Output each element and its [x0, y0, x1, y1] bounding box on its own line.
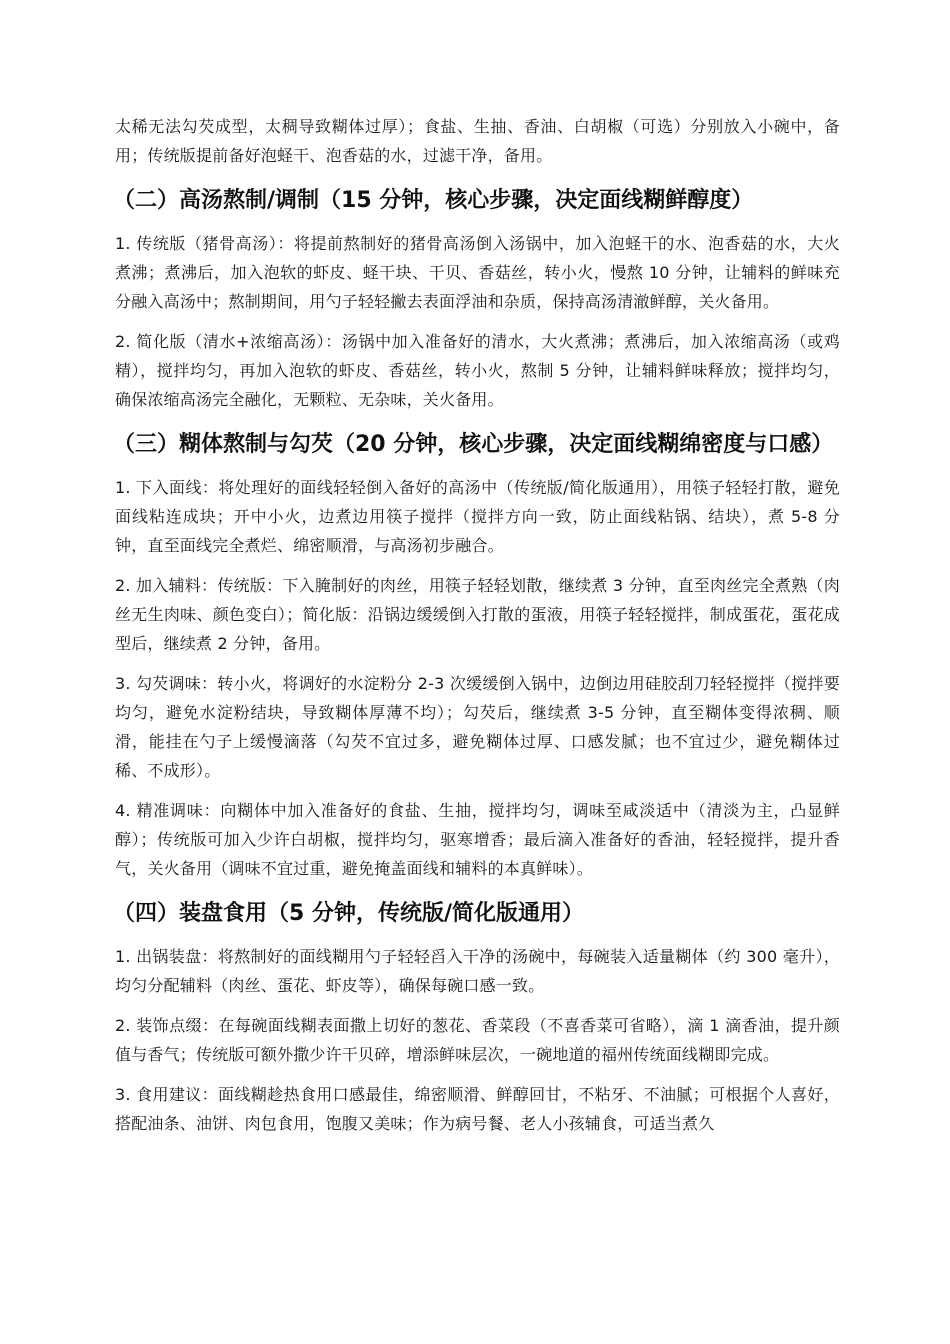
step-paragraph: 4. 精准调味：向糊体中加入准备好的食盐、生抽，搅拌均匀，调味至咸淡适中（清淡为主，凸显鲜醇）；传统版可加入少许白胡椒，搅拌均匀，驱寒增香；最后滴入准备好的香油，轻轻搅拌，提升香气，关火备用（调味不宜过重，避免掩盖面线和辅料的本真鲜味）。	[115, 801, 840, 878]
section-heading-paste-thickening: （三）糊体熬制与勾芡（20 分钟，核心步骤，决定面线糊绵密度与口感）	[113, 432, 834, 457]
step-paragraph: 2. 装饰点缀：在每碗面线糊表面撒上切好的葱花、香菜段（不喜香菜可省略），滴 1 滴香油，提升颜值与香气；传统版可额外撒少许干贝碎，增添鲜味层次，一碗地道的福州传统面线糊即完成。	[115, 1016, 840, 1064]
step-paragraph: 3. 勾芡调味：转小火，将调好的水淀粉分 2-3 次缓缓倒入锅中，边倒边用硅胶刮刀轻轻搅拌（搅拌要均匀，避免水淀粉结块，导致糊体厚薄不均）；勾芡后，继续煮 3-5 分钟，直至糊体变得浓稠、顺滑，能挂在勺子上缓慢滴落（勾芡不宜过多，避免糊体过厚、口感发腻；也不宜过少，避免糊体过稀、不成形）。	[115, 674, 840, 780]
section-paste-thickening	[115, 426, 840, 883]
step-paragraph: 2. 加入辅料：传统版：下入腌制好的肉丝，用筷子轻轻划散，继续煮 3 分钟，直至肉丝完全煮熟（肉丝无生肉味、颜色变白）；简化版：沿锅边缓缓倒入打散的蛋液，用筷子轻轻搅拌，制成蛋花，蛋花成型后，继续煮 2 分钟，备用。	[115, 576, 840, 653]
section-serving	[115, 895, 840, 1138]
section-heading-broth: （二）高汤熬制/调制（15 分钟，核心步骤，决定面线糊鲜醇度）	[113, 188, 754, 213]
step-paragraph: 2. 简化版（清水+浓缩高汤）：汤锅中加入准备好的清水，大火煮沸；煮沸后，加入浓缩高汤（或鸡精），搅拌均匀，再加入泡软的虾皮、香菇丝，转小火，熬制 5 分钟，让辅料鲜味释放；搅拌均匀，确保浓缩高汤完全融化，无颗粒、无杂味，关火备用。	[115, 332, 840, 409]
section-broth	[115, 182, 840, 414]
step-paragraph: 3. 食用建议：面线糊趁热食用口感最佳，绵密顺滑、鲜醇回甘，不粘牙、不油腻；可根据个人喜好，搭配油条、油饼、肉包食用，饱腹又美味；作为病号餐、老人小孩辅食，可适当煮久	[115, 1085, 840, 1133]
step-paragraph: 1. 传统版（猪骨高汤）：将提前熬制好的猪骨高汤倒入汤锅中，加入泡蛏干的水、泡香菇的水，大火煮沸；煮沸后，加入泡软的虾皮、蛏干块、干贝、香菇丝，转小火，慢熬 10 分钟，让辅料的鲜味充分融入高汤中；熬制期间，用勺子轻轻撇去表面浮油和杂质，保持高汤清澈鲜醇，关火备用。	[115, 234, 840, 311]
intro-paragraph: 太稀无法勾芡成型，太稠导致糊体过厚）；食盐、生抽、香油、白胡椒（可选）分别放入小碗中，备用；传统版提前备好泡蛏干、泡香菇的水，过滤干净，备用。	[115, 117, 840, 165]
section-heading-serving: （四）装盘食用（5 分钟，传统版/简化版通用）	[113, 901, 585, 926]
document-page	[115, 112, 840, 1149]
step-paragraph: 1. 出锅装盘：将熬制好的面线糊用勺子轻轻舀入干净的汤碗中，每碗装入适量糊体（约 300 毫升），均匀分配辅料（肉丝、蛋花、虾皮等），确保每碗口感一致。	[115, 947, 840, 995]
step-paragraph: 1. 下入面线：将处理好的面线轻轻倒入备好的高汤中（传统版/简化版通用），用筷子轻轻打散，避免面线粘连成块；开中小火，边煮边用筷子搅拌（搅拌方向一致，防止面线粘锅、结块），煮 5-8 分钟，直至面线完全煮烂、绵密顺滑，与高汤初步融合。	[115, 478, 840, 555]
